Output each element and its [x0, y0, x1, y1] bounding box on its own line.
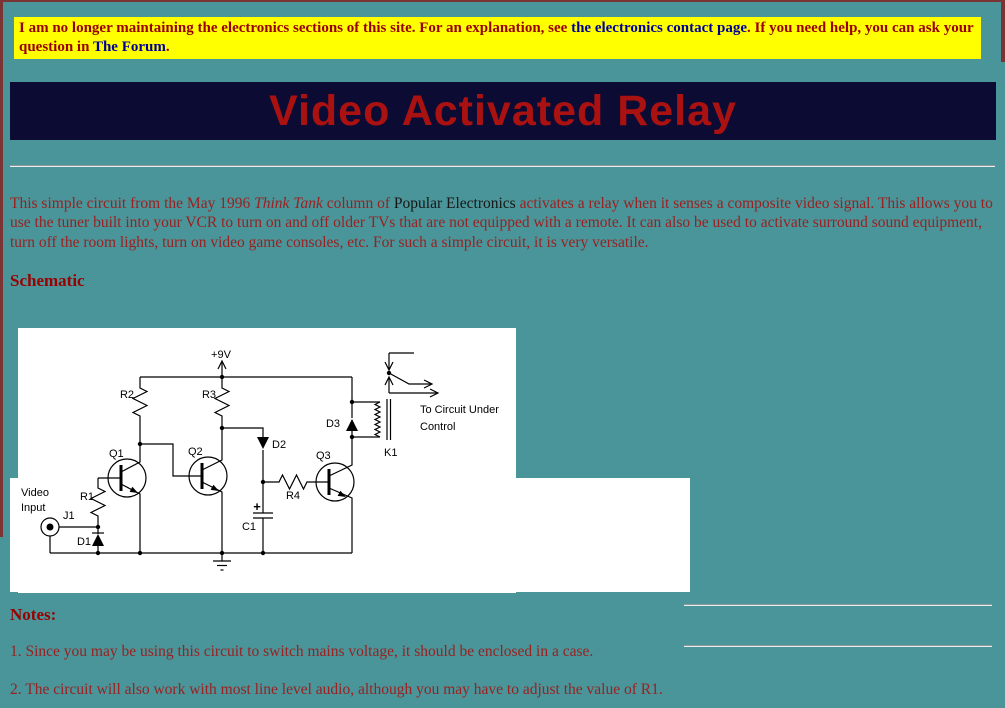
- banner-text-3: .: [165, 39, 170, 55]
- electronics-contact-page-link[interactable]: the electronics contact page: [571, 20, 747, 36]
- horizontal-rule-right-2: [684, 645, 992, 646]
- schematic-label-j1: J1: [63, 510, 75, 522]
- schematic-label-q1: Q1: [109, 448, 124, 460]
- schematic-label-video: Video: [21, 487, 49, 499]
- horizontal-rule-under-title: [10, 165, 995, 166]
- intro-popular-electronics: Popular Electronics: [393, 195, 516, 212]
- schematic-label-q2: Q2: [188, 446, 203, 458]
- schematic-label-d2: D2: [272, 439, 287, 451]
- schematic-label-q3: Q3: [316, 450, 331, 462]
- forum-link[interactable]: The Forum: [92, 39, 166, 55]
- schematic-label-output-1: To Circuit Under: [420, 404, 499, 416]
- intro-text-1: This simple circuit from the May 1996: [10, 195, 255, 212]
- intro-think-tank: Think Tank: [254, 195, 323, 212]
- intro-paragraph: [10, 194, 997, 252]
- schematic-label-r4: R4: [285, 490, 301, 502]
- schematic-label-r3: R3: [201, 389, 216, 401]
- schematic-label-c1: C1: [241, 521, 256, 533]
- maintenance-banner: [14, 17, 981, 59]
- note-item-2: 2. The circuit will also work with most line level audio, although you may have to adjust the value of R1.: [10, 681, 663, 698]
- schematic-label-d3: D3: [325, 418, 340, 430]
- page-border-top: [0, 0, 1005, 2]
- intro-text-2: column of: [322, 195, 394, 212]
- schematic-label-r2: R2: [119, 389, 134, 401]
- notes-heading: Notes:: [10, 605, 57, 624]
- horizontal-rule-right-1: [684, 604, 992, 605]
- schematic-label-output-2: Control: [420, 421, 456, 433]
- schematic-label-r1: R1: [79, 491, 94, 503]
- intro-text-3: activates a relay when it senses a composite video signal. This allows you to use the tuner built into your VCR to turn on and off older TVs that are not equipped with a remote. It can also be used to activate surround sound equipment, turn off the room lights, turn on video game consoles, etc. For such a simple circuit, it is very versatile.: [10, 195, 993, 251]
- schematic-label-k1: K1: [384, 447, 398, 459]
- page-title: Video Activated Relay: [269, 86, 737, 135]
- banner-text-1: I am no longer maintaining the electronics sections of this site. For an explanation, see: [19, 20, 572, 36]
- schematic-label-input: Input: [21, 502, 46, 514]
- title-bar: [10, 82, 996, 140]
- schematic-image: [18, 328, 516, 593]
- schematic-heading: Schematic: [10, 271, 85, 290]
- note-item-1: 1. Since you may be using this circuit to switch mains voltage, it should be enclosed in a case.: [10, 643, 594, 660]
- page-border-right: [1001, 0, 1005, 62]
- circuit-diagram: [18, 328, 516, 593]
- schematic-label-supply: +9V: [211, 349, 231, 361]
- banner-text-2: . If you need help, you can ask your question in: [19, 20, 974, 55]
- schematic-label-d1: D1: [76, 536, 91, 548]
- page-border-left: [0, 0, 3, 537]
- capacitor-polarity-plus: +: [253, 499, 261, 514]
